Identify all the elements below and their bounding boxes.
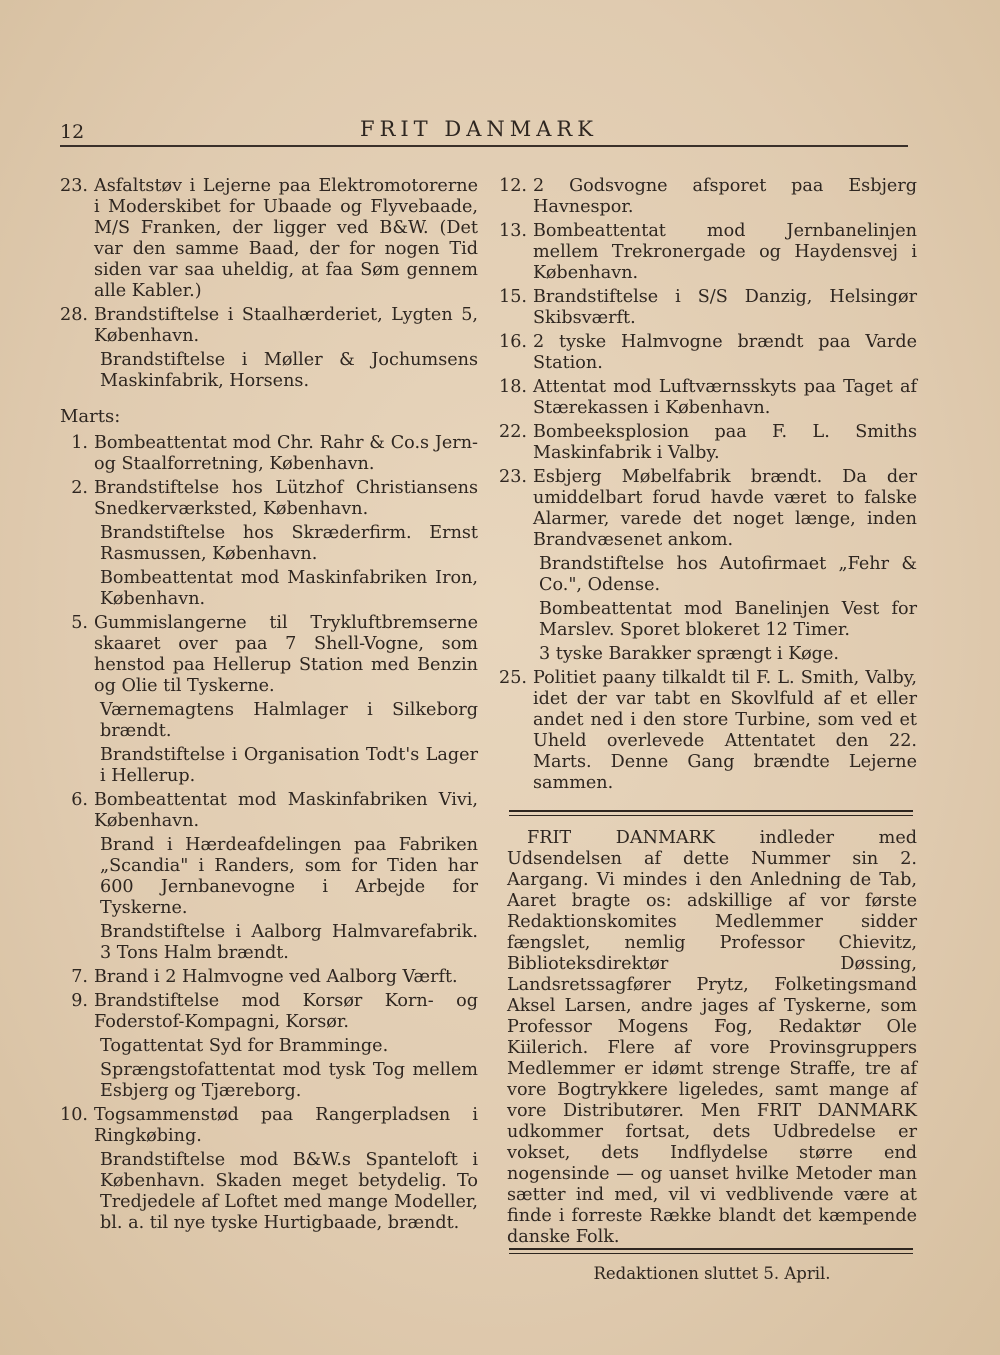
date-entry [58,967,478,988]
date-entry [58,176,478,302]
entry-text: Brandstiftelse hos Lützhof Christiansens Snedkerværksted, København. [94,478,478,519]
section-divider-top [509,810,913,812]
right-column [497,176,917,797]
editorial-notice: FRIT DANMARK indleder med Udsendelsen af dette Nummer sin 2. Aargang. Vi mindes i den Anledning de Tab, Aaret bragte os: adskillige af vor første Redaktionskomites Medlemmer sidder fængslet, nemlig Professor Chievitz, Biblioteksdirektør Døssing, Landsretssagfører Prytz, Folketingsmand Aksel Larsen, andre jages af Tyskerne, som Professor Mogens Fog, Redaktør Ole Kiilerich. Flere af vore Provinsgruppers Medlemmer er idømt strenge Straffe, tre af vore Bogtrykkere ligeledes, samt mange af vore Distributører. Men FRIT DANMARK udkommer fortsat, dets Udbredelse er vokset, dets Indflydelse større end nogensinde — og uanset hvilke Metoder man sætter ind med, vil vi vedblivende være at finde i forreste Række blandt det kæmpende danske Folk. [507,828,917,1247]
entry-date: 25. [499,668,527,688]
entry-subitem: 3 tyske Barakker sprængt i Køge. [539,644,839,664]
entry-text: Brandstiftelse i Staalhærderiet, Lygten 5, København. [94,305,478,346]
date-entry [497,221,917,284]
entry-date: 13. [499,221,527,241]
entry-text: Bombeattentat mod Maskinfabriken Vivi, København. [94,790,478,831]
entry-subitem: Værnemagtens Halmlager i Silkeborg brændt. [100,700,478,741]
entry-subitem: Brandstiftelse mod B&W.s Spanteloft i København. Skaden meget betydelig. To Tredjedele af Loftet med mange Modeller, bl. a. til nye tyske Hurtigbaade, brændt. [100,1150,478,1233]
entry-subitem: Brandstiftelse i Møller & Jochumsens Maskinfabrik, Horsens. [100,350,478,391]
entry-date: 16. [499,332,527,352]
date-entry [497,668,917,794]
page-header [60,115,910,145]
entry-text: Politiet paany tilkaldt til F. L. Smith, Valby, idet der var tabt en Skovlfuld af et eller andet ned i den store Turbine, som ved et Uheld overlevede Attentatet den 22. Marts. Denne Gang brændte Lejerne sammen. [533,668,917,793]
entry-text: Gummislangerne til Trykluftbremserne skaaret over paa 7 Shell-Vogne, som henstod paa Hellerup Station med Benzin og Olie til Tyskerne. [94,613,478,696]
left-column [58,176,478,1237]
entry-date: 6. [71,790,88,810]
entry-subitem: Bombeattentat mod Maskinfabriken Iron, København. [100,568,478,609]
date-entry [58,613,478,697]
entry-subitem: Brand i Hærdeafdelingen paa Fabriken „Scandia" i Randers, som for Tiden har 600 Jernbanevogne i Arbejde for Tyskerne. [100,835,478,918]
date-entry [497,377,917,419]
entry-text: Togsammenstød paa Rangerpladsen i Ringkøbing. [94,1105,478,1146]
date-entry [58,433,478,475]
closing-note: Redaktionen sluttet 5. April. [593,1264,831,1283]
entry-text: Bombeeksplosion paa F. L. Smiths Maskinfabrik i Valby. [533,422,917,463]
entry-subitem: Bombeattentat mod Banelinjen Vest for Marslev. Sporet blokeret 12 Timer. [539,599,917,640]
date-entry [58,478,478,520]
entry-date: 28. [60,305,88,325]
header-rule [60,145,908,147]
entry-date: 12. [499,176,527,196]
entry-subitem: Togattentat Syd for Bramminge. [100,1036,389,1056]
entry-date: 22. [499,422,527,442]
entry-subitem: Brandstiftelse i Aalborg Halmvarefabrik. 3 Tons Halm brændt. [100,922,478,963]
section-divider-bottom-thin [509,1253,913,1254]
entry-date: 10. [60,1105,88,1125]
date-entry [497,467,917,551]
date-entry [497,176,917,218]
date-entry [58,991,478,1033]
entry-date: 18. [499,377,527,397]
entry-date: 5. [71,613,88,633]
entry-date: 7. [71,967,88,987]
entry-subitem: Sprængstofattentat mod tysk Tog mellem Esbjerg og Tjæreborg. [100,1060,478,1101]
entry-date: 9. [71,991,88,1011]
date-entry [58,1105,478,1147]
date-entry [497,332,917,374]
entry-date: 1. [71,433,88,453]
section-divider-thin [509,815,913,816]
date-entry [497,422,917,464]
entry-date: 2. [71,478,88,498]
entry-subitem: Brandstiftelse hos Skræderfirm. Ernst Rasmussen, København. [100,523,478,564]
date-entry [497,287,917,329]
page-number: 12 [60,121,85,143]
entry-text: Brand i 2 Halmvogne ved Aalborg Værft. [94,967,458,987]
entry-text: 2 Godsvogne afsporet paa Esbjerg Havnespor. [533,176,917,217]
date-entry [58,790,478,832]
entry-text: Brandstiftelse mod Korsør Korn- og Foderstof-Kompagni, Korsør. [94,991,478,1032]
running-title: FRIT DANMARK [360,117,598,141]
entry-text: Bombeattentat mod Chr. Rahr & Co.s Jern- og Staalforretning, København. [94,433,478,474]
entry-text: Asfaltstøv i Lejerne paa Elektromotorerne i Moderskibet for Ubaade og Flyvebaade, M/S Franken, der ligger ved B&W. (Det var den samme Baad, der for nogen Tid siden var saa uheldig, at faa Søm gennem alle Kabler.) [94,176,478,301]
entry-text: Brandstiftelse i S/S Danzig, Helsingør Skibsværft. [533,287,917,328]
entry-text: Attentat mod Luftværnsskyts paa Taget af Stærekassen i København. [533,377,917,418]
entry-text: 2 tyske Halmvogne brændt paa Varde Station. [533,332,917,373]
entry-text: Esbjerg Møbelfabrik brændt. Da der umiddelbart forud havde været to falske Alarmer, varede det noget længe, inden Brandvæsenet ankom. [533,467,917,550]
entry-subitem: Brandstiftelse i Organisation Todt's Lager i Hellerup. [100,745,478,786]
month-heading: Marts: [60,406,121,427]
entry-subitem: Brandstiftelse hos Autofirmaet „Fehr & Co.", Odense. [539,554,917,595]
entry-text: Bombeattentat mod Jernbanelinjen mellem Trekronergade og Haydensvej i København. [533,221,917,283]
entry-date: 23. [60,176,88,196]
entry-date: 23. [499,467,527,487]
entry-date: 15. [499,287,527,307]
section-divider-bottom [509,1248,913,1250]
date-entry [58,305,478,347]
